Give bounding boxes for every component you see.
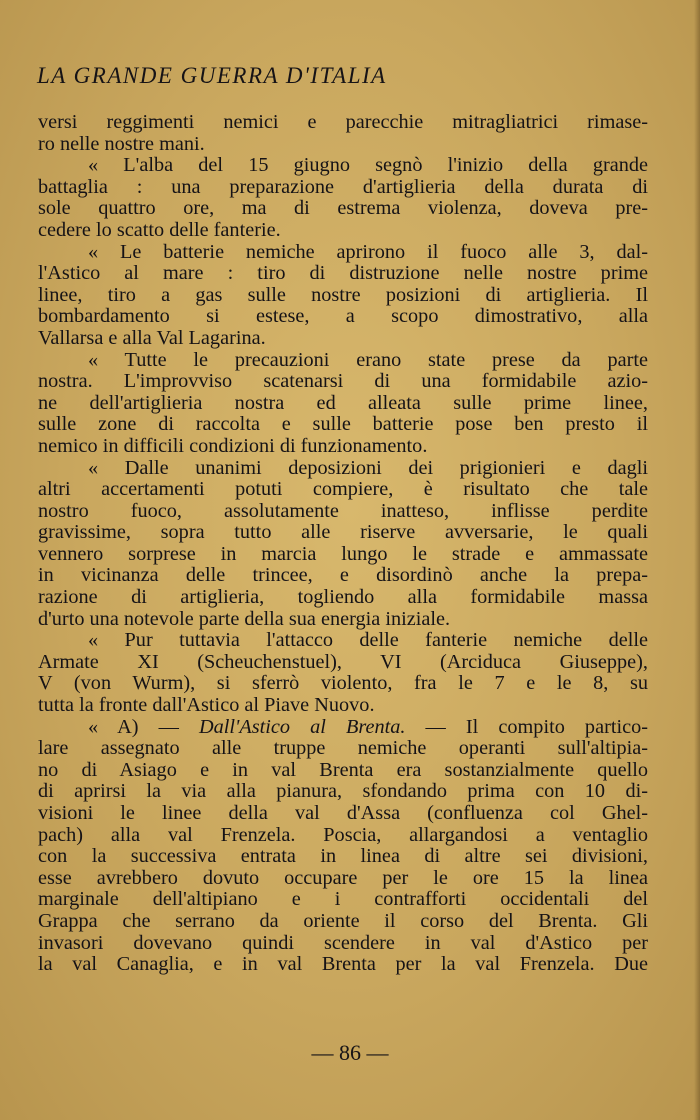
italic-heading: Dall'Astico al Brenta. — [198, 716, 406, 738]
text-line: nemico in difficili condizioni di funzionamento. — [38, 435, 428, 457]
text-line: di aprirsi la via alla pianura, sfondando prima con 10 di- — [38, 781, 648, 803]
text-line: ro nelle nostre mani. — [38, 133, 205, 155]
page-number: — 86 — — [311, 1040, 389, 1065]
text-line: « Le batterie nemiche aprirono il fuoco alle 3, dal- — [88, 241, 648, 263]
text-line: linee, tiro a gas sulle nostre posizioni di artiglieria. Il — [38, 284, 648, 306]
text-line: Armate XI (Scheuchenstuel), VI (Arciduca Giuseppe), — [38, 651, 648, 673]
text-segment: — Il compito partico- — [405, 716, 648, 738]
text-line: Grappa che serrano da oriente il corso del Brenta. Gli — [38, 910, 648, 932]
text-line: cedere lo scatto delle fanterie. — [38, 219, 281, 241]
text-line: d'urto una notevole parte della sua energia iniziale. — [38, 608, 451, 630]
text-line: altri accertamenti potuti compiere, è risultato che tale — [38, 479, 648, 501]
text-line: V (von Wurm), si sferrò violento, fra le 7 e le 8, su — [38, 673, 648, 695]
text-line: tutta la fronte dall'Astico al Piave Nuovo. — [38, 695, 375, 717]
text-line: visioni le linee della val d'Assa (confluenza col Ghel- — [38, 803, 648, 824]
running-header: LA GRANDE GUERRA D'ITALIA — [37, 63, 387, 88]
text-line: nostro fuoco, assolutamente inatteso, inflisse perdite — [38, 500, 648, 522]
text-line — [38, 717, 648, 739]
text-line: la val Canaglia, e in val Brenta per la val Frenzela. Due — [38, 954, 648, 976]
text-line: « Dalle unanimi deposizioni dei prigionieri e dagli — [88, 457, 648, 479]
text-line: versi reggimenti nemici e parecchie mitragliatrici rimase- — [38, 112, 648, 133]
text-line: battaglia : una preparazione d'artiglieria della durata di — [38, 176, 648, 198]
text-line: l'Astico al mare : tiro di distruzione nelle nostre prime — [38, 263, 648, 285]
text-line: pach) alla val Frenzela. Poscia, allargandosi a ventaglio — [38, 824, 648, 846]
text-line: gravissime, sopra tutto alle riserve avversarie, le quali — [38, 522, 648, 544]
text-line: Vallarsa e alla Val Lagarina. — [38, 327, 266, 349]
text-segment: « A) — — [88, 716, 199, 738]
text-line: con la successiva entrata in linea di altre sei divisioni, — [38, 846, 648, 868]
page-edge-shadow — [694, 0, 700, 1120]
text-line: esse avrebbero dovuto occupare per le ore 15 la linea — [38, 867, 648, 889]
text-line: ne dell'artiglieria nostra ed alleata sulle prime linee, — [38, 392, 648, 414]
text-line: « L'alba del 15 giugno segnò l'inizio della grande — [88, 155, 648, 177]
text-line: razione di artiglieria, togliendo alla formidabile massa — [38, 587, 648, 609]
text-line: in vicinanza delle trincee, e disordinò anche la prepa- — [38, 565, 648, 587]
text-line: sulle zone di raccolta e sulle batterie pose ben presto il — [38, 414, 648, 436]
text-line: lare assegnato alle truppe nemiche operanti sull'altipia- — [38, 738, 648, 760]
text-line: invasori dovevano quindi scendere in val d'Astico per — [38, 932, 648, 954]
text-line: « Pur tuttavia l'attacco delle fanterie nemiche delle — [88, 630, 648, 652]
text-line: vennero sorprese in marcia lungo le strade e ammassate — [38, 543, 648, 565]
text-line: nostra. L'improvviso scatenarsi di una formidabile azio- — [38, 371, 648, 393]
text-line: « Tutte le precauzioni erano state prese da parte — [88, 349, 648, 371]
text-line: bombardamento si estese, a scopo dimostrativo, alla — [38, 306, 648, 328]
body-text — [38, 112, 648, 976]
text-line: no di Asiago e in val Brenta era sostanzialmente quello — [38, 759, 648, 781]
text-line: marginale dell'altipiano e i contrafforti occidentali del — [38, 889, 648, 911]
text-line: sole quattro ore, ma di estrema violenza, doveva pre- — [38, 198, 648, 220]
